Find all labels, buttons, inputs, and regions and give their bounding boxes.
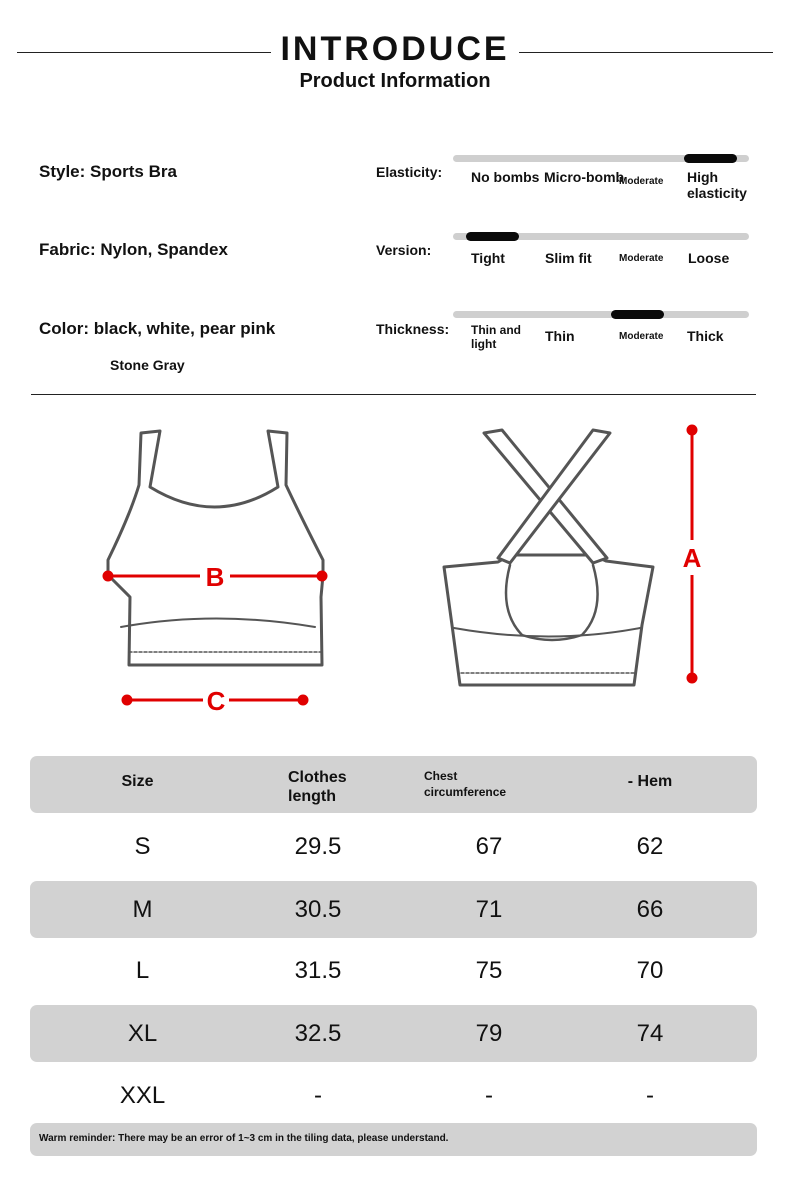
- header-size: Size: [121, 773, 154, 790]
- version-option-2: Slim fit: [545, 250, 592, 266]
- front-band-seam: [121, 619, 315, 628]
- cell-clothes-length: 30.5: [294, 896, 342, 923]
- cell-hem: -: [646, 1082, 654, 1109]
- back-cutout: [506, 565, 598, 640]
- version-option-1: Tight: [471, 250, 505, 266]
- cell-size: XXL: [119, 1082, 166, 1109]
- marker-b-label: B: [205, 562, 225, 592]
- elasticity-option-2: Micro-bomb: [544, 169, 625, 185]
- table-row: [30, 1067, 757, 1124]
- color-info-extra: Stone Gray: [110, 357, 185, 373]
- cell-chest: 79: [475, 1020, 503, 1047]
- cell-chest: 67: [475, 833, 503, 860]
- style-info: Style: Sports Bra: [39, 162, 177, 181]
- table-row: [30, 942, 757, 999]
- elasticity-option-4: High elasticity: [687, 169, 747, 202]
- cell-chest: -: [485, 1082, 493, 1109]
- table-row: [30, 1005, 757, 1062]
- color-info: Color: black, white, pear pink: [39, 319, 276, 338]
- elasticity-option-1: No bombs: [471, 169, 540, 185]
- header-clothes-length: Clothes length: [288, 769, 347, 806]
- fabric-info: Fabric: Nylon, Spandex: [39, 240, 228, 259]
- elasticity-indicator: [684, 154, 737, 163]
- elasticity-label: Elasticity:: [376, 164, 443, 180]
- cell-clothes-length: 31.5: [294, 957, 342, 984]
- cell-hem: 66: [636, 896, 664, 923]
- cell-clothes-length: 29.5: [294, 833, 342, 860]
- table-header-row: [30, 756, 757, 813]
- cell-hem: 62: [636, 833, 664, 860]
- cell-size: M: [132, 896, 153, 923]
- page-subtitle: Product Information: [299, 70, 491, 92]
- cell-size: S: [134, 833, 151, 860]
- thickness-option-4: Thick: [687, 328, 724, 344]
- thickness-scale: [453, 311, 749, 318]
- version-scale: [453, 233, 749, 240]
- elasticity-scale: [453, 155, 749, 162]
- version-indicator: [466, 232, 519, 241]
- cell-size: XL: [127, 1020, 158, 1047]
- page-title: INTRODUCE: [280, 30, 510, 68]
- version-label: Version:: [376, 242, 432, 258]
- version-option-3: Moderate: [619, 253, 664, 264]
- cell-hem: 74: [636, 1020, 664, 1047]
- back-band-seam: [454, 628, 640, 637]
- section-divider: [31, 394, 756, 395]
- thickness-option-2: Thin: [545, 328, 575, 344]
- cell-size: L: [135, 957, 150, 984]
- header-hem: - Hem: [627, 773, 673, 790]
- warm-reminder-text: Warm reminder: There may be an error of 1~3 cm in the tiling data, please understand.: [39, 1133, 449, 1144]
- thickness-indicator: [611, 310, 664, 319]
- garment-measurement-diagram: [0, 415, 790, 725]
- cell-chest: 71: [475, 896, 503, 923]
- cell-clothes-length: 32.5: [294, 1020, 342, 1047]
- thickness-option-3: Moderate: [619, 331, 664, 342]
- header-chest-circumference: Chest circumference: [424, 769, 507, 799]
- back-bra-outline: [444, 555, 653, 685]
- marker-c-label: C: [206, 686, 226, 716]
- cell-chest: 75: [475, 957, 503, 984]
- cell-clothes-length: -: [314, 1082, 322, 1109]
- cell-hem: 70: [636, 957, 664, 984]
- version-option-4: Loose: [688, 250, 730, 266]
- thickness-label: Thickness:: [376, 321, 450, 337]
- warm-reminder: [30, 1123, 757, 1156]
- thickness-option-1: Thin and light: [471, 323, 521, 351]
- table-row: [30, 818, 757, 875]
- elasticity-option-3: Moderate: [619, 176, 664, 187]
- front-bra-outline: [108, 431, 323, 665]
- table-row: [30, 881, 757, 938]
- marker-a-label: A: [682, 543, 702, 573]
